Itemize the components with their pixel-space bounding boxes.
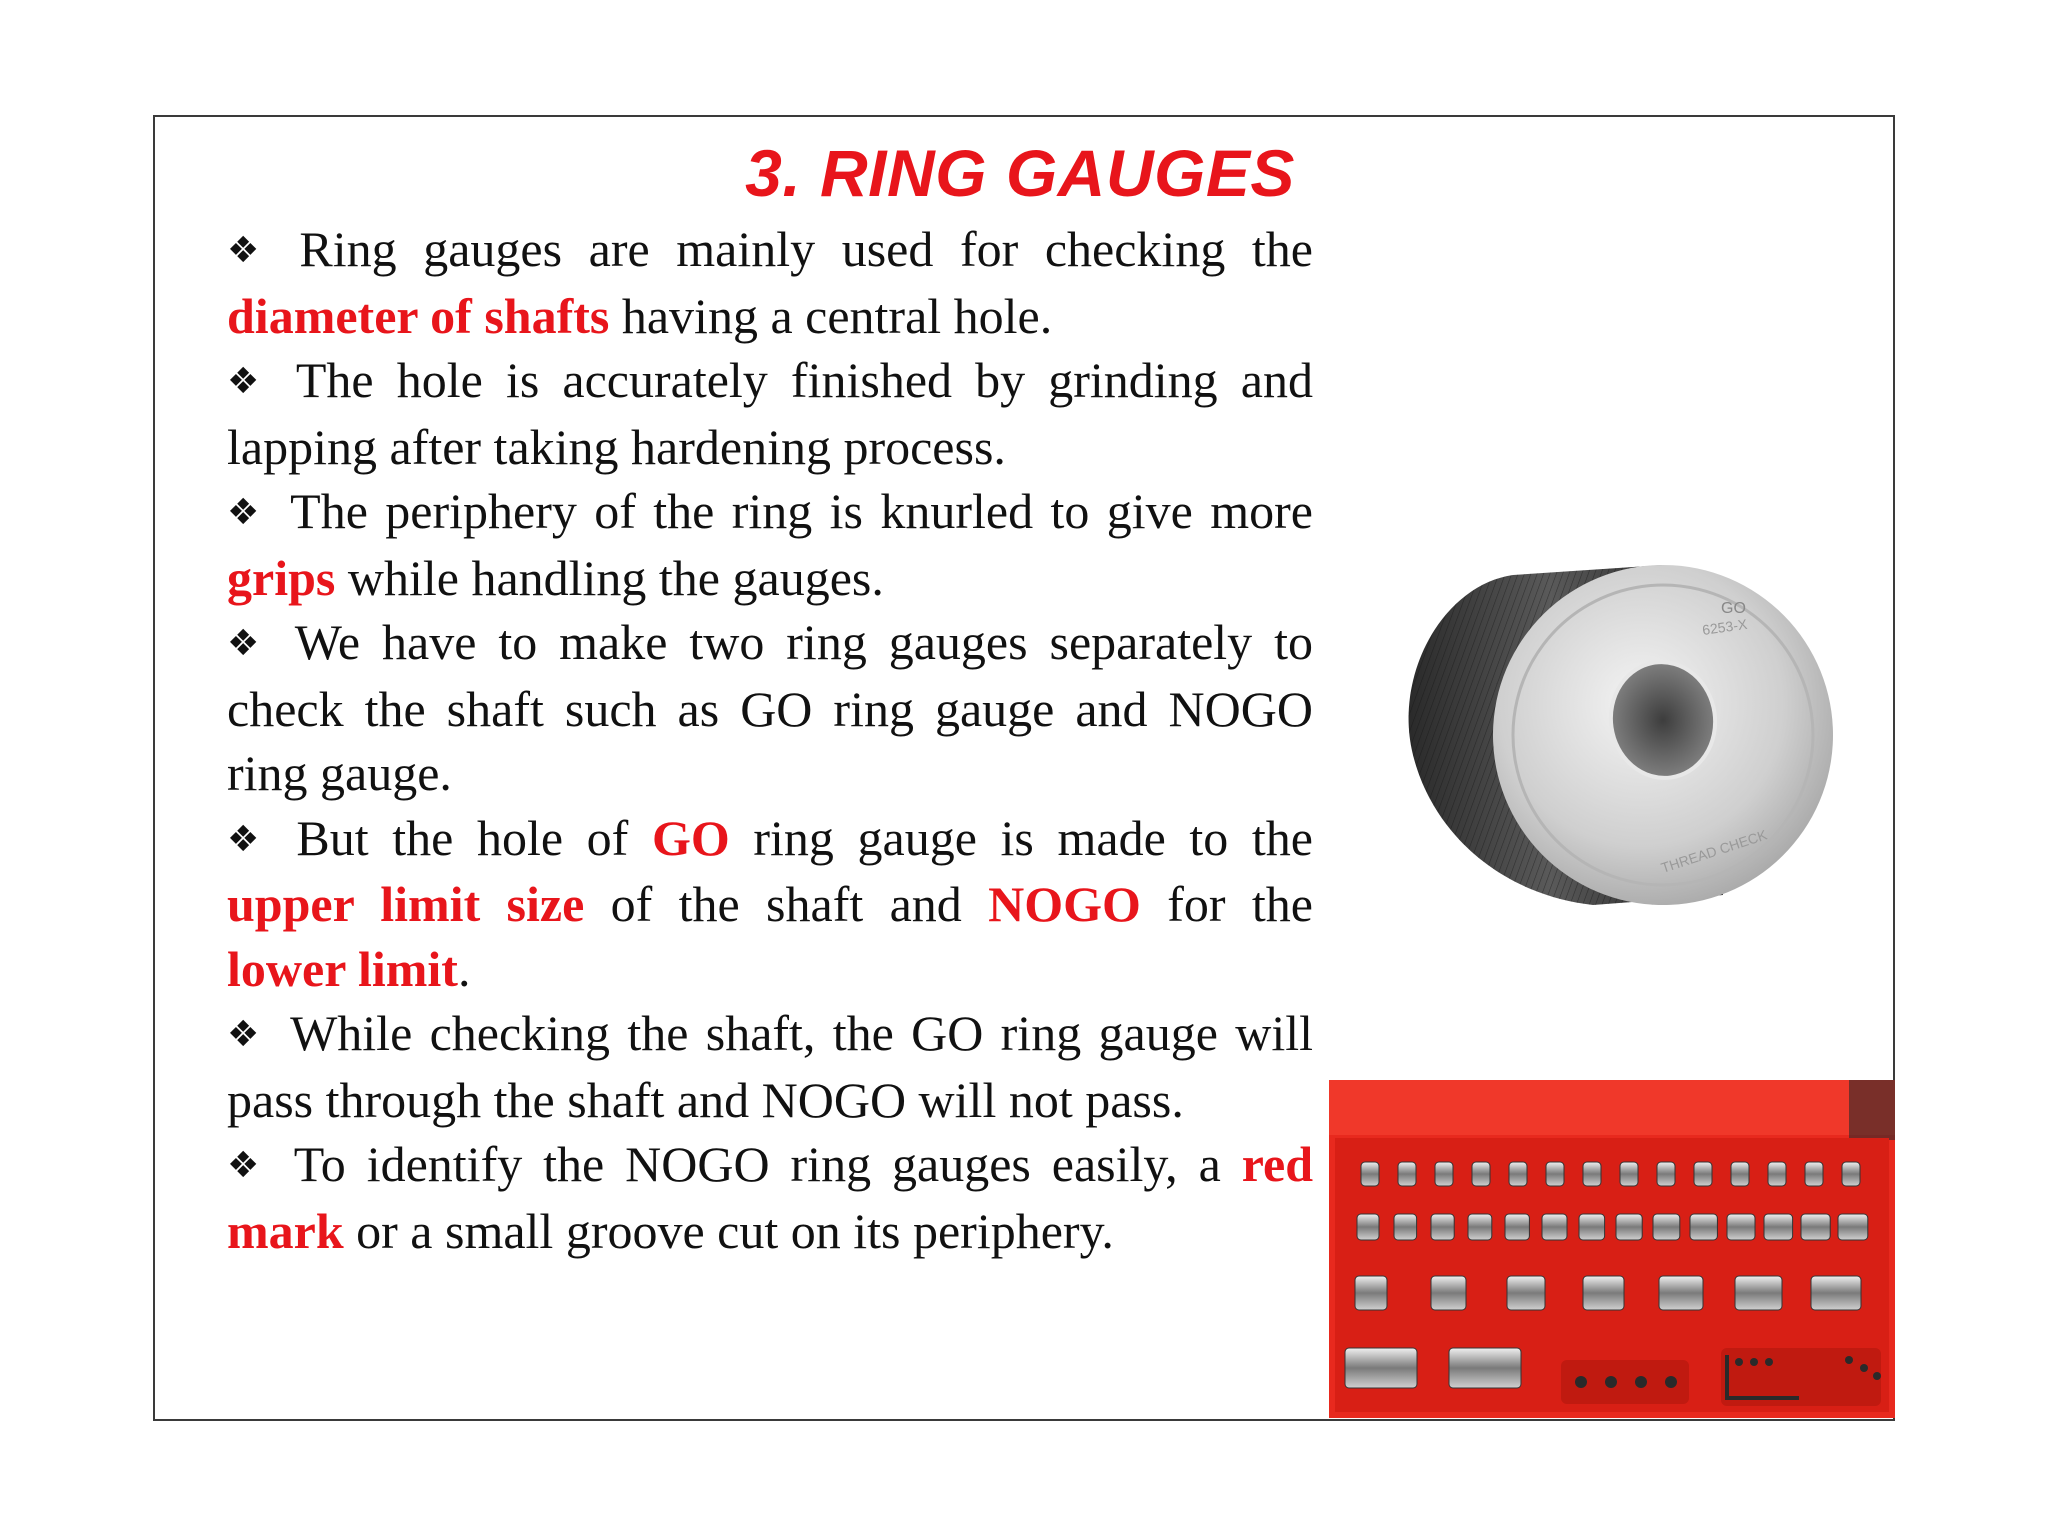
body-text: while handling the gauges. bbox=[335, 549, 884, 606]
bullet-icon: ❖ bbox=[227, 623, 269, 664]
slide-frame bbox=[153, 115, 1895, 1421]
highlighted-text: lower limit bbox=[227, 940, 458, 997]
body-text: having a central hole. bbox=[609, 287, 1053, 344]
ring-label-go: GO bbox=[1721, 600, 1746, 617]
highlighted-text: red mark bbox=[227, 1136, 1314, 1259]
body-text: Ring gauges are mainly used for checking the bbox=[299, 221, 1313, 277]
bullet-item bbox=[227, 806, 1313, 1002]
bullet-icon: ❖ bbox=[227, 492, 265, 533]
highlighted-text: GO bbox=[651, 809, 730, 866]
body-text: But the hole of bbox=[296, 809, 652, 866]
bullet-item bbox=[227, 348, 1313, 479]
highlighted-text: grips bbox=[227, 549, 336, 606]
bullet-icon: ❖ bbox=[227, 818, 271, 860]
slide-title bbox=[155, 135, 1893, 211]
bullet-icon: ❖ bbox=[227, 361, 270, 402]
body-text: To identify the NOGO ring gauges easily, a bbox=[293, 1136, 1242, 1192]
bullet-item bbox=[227, 479, 1313, 610]
highlighted-text: NOGO bbox=[988, 876, 1141, 932]
gauge-set-case-image bbox=[1329, 1080, 1895, 1418]
bullet-item bbox=[227, 217, 1313, 348]
highlighted-text: upper limit size bbox=[227, 876, 585, 932]
body-text: The hole is accurately finished by grinding and lapping after taking hardening process. bbox=[227, 352, 1313, 475]
body-text: . bbox=[457, 940, 471, 997]
bullet-icon: ❖ bbox=[227, 230, 274, 271]
bullet-icon: ❖ bbox=[227, 1014, 265, 1055]
bullet-item bbox=[227, 1132, 1313, 1263]
ring-label-thread-check: THREAD CHECK bbox=[1658, 826, 1769, 876]
ring-label-code: 6253-X bbox=[1701, 615, 1749, 638]
body-text: We have to make two ring gauges separately to check the shaft such as GO ring gauge and NOGO ring gauge. bbox=[227, 614, 1313, 801]
body-text: or a small groove cut on its periphery. bbox=[343, 1202, 1114, 1259]
bullet-list bbox=[227, 217, 1313, 1263]
body-text: for the bbox=[1140, 876, 1313, 932]
bullet-item bbox=[227, 1001, 1313, 1132]
bullet-icon: ❖ bbox=[227, 1145, 268, 1186]
highlighted-text: diameter of shafts bbox=[227, 287, 610, 344]
body-text: The periphery of the ring is knurled to give more bbox=[290, 483, 1313, 539]
slide-title-text: 3. RING GAUGES bbox=[745, 136, 1295, 210]
bullet-item bbox=[227, 610, 1313, 806]
body-text: of the shaft and bbox=[584, 876, 989, 932]
body-text: While checking the shaft, the GO ring gauge will pass through the shaft and NOGO will not pass. bbox=[227, 1005, 1313, 1128]
ring-gauge-image bbox=[1363, 455, 1863, 955]
body-text: ring gauge is made to the bbox=[729, 809, 1314, 866]
